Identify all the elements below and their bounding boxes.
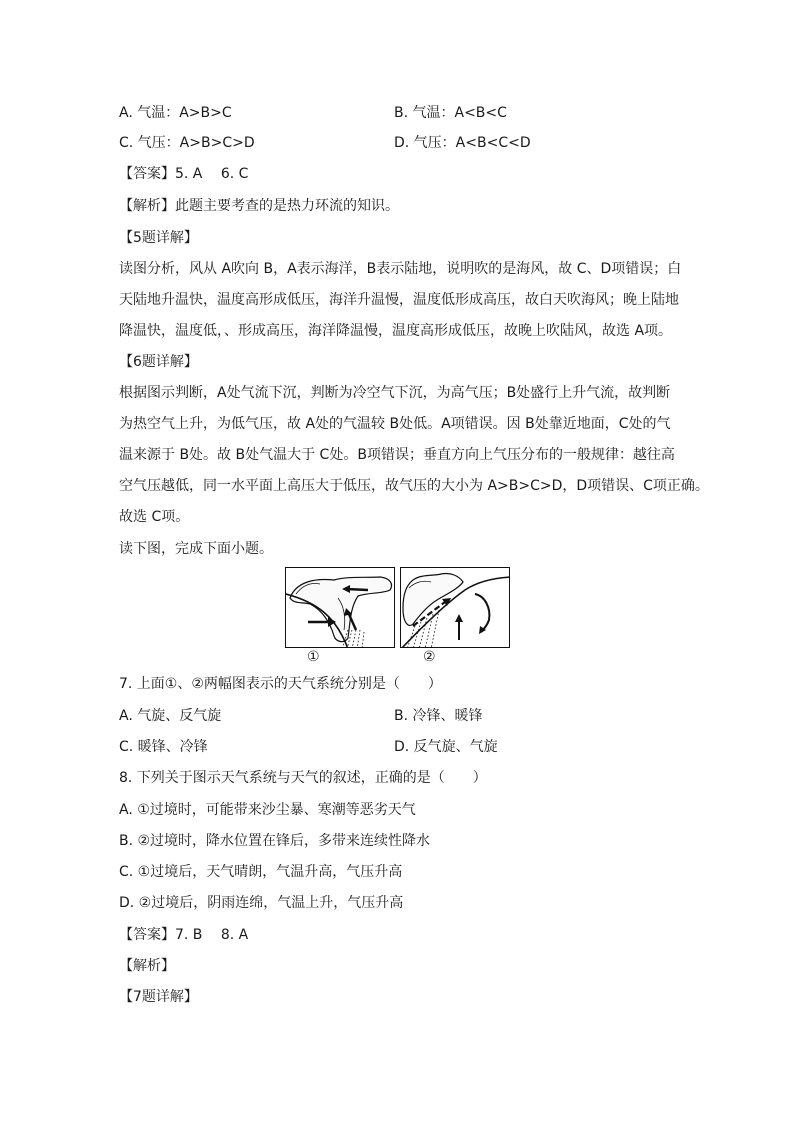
q6-option-d: D. 气压：A<B<C<D [394, 135, 531, 151]
q8-stem: 8. 下列关于图示天气系统与天气的叙述，正确的是（ ） [119, 770, 487, 786]
q6-option-c: C. 气压：A>B>C>D [119, 135, 255, 151]
answer-5-6: 【答案】5. A 6. C [119, 166, 249, 182]
q7-option-a: A. 气旋、反气旋 [119, 708, 222, 724]
cold-front-diagram [286, 568, 395, 648]
q6-detail-line: 根据图示判断，A处气流下沉，判断为冷空气下沉，为高气压；B处盛行上升气流，故判断 [119, 385, 671, 401]
q8-option-a: A. ①过境时，可能带来沙尘暴、寒潮等恶劣天气 [119, 802, 416, 818]
figure-intro: 读下图，完成下面小题。 [119, 541, 273, 557]
figure-label-2: ② [423, 649, 436, 665]
q6-detail-line: 故选 C项。 [119, 509, 190, 525]
q6-option-b: B. 气温：A<B<C [394, 105, 507, 121]
analysis-7-8: 【解析】 [119, 958, 175, 974]
q5-detail-header: 【5题详解】 [119, 230, 198, 246]
q8-option-c: C. ①过境后，天气晴朗，气温升高，气压升高 [119, 864, 403, 880]
q6-detail-header: 【6题详解】 [119, 354, 198, 370]
figure-label-1: ① [307, 649, 320, 665]
q6-detail-line: 温来源于 B处。故 B处气温大于 C处。B项错误；垂直方向上气压分布的一般规律：越往高 [119, 447, 675, 463]
q7-option-d: D. 反气旋、气旋 [394, 739, 498, 755]
q8-option-d: D. ②过境后，阴雨连绵，气温上升，气压升高 [119, 895, 404, 911]
q6-detail-line: 空气压越低，同一水平面上高压大于低压，故气压的大小为 A>B>C>D，D项错误、C项正确。 [119, 478, 709, 494]
q5-detail-line: 读图分析，风从 A吹向 B，A表示海洋，B表示陆地，说明吹的是海风，故 C、D项错误；白 [119, 261, 682, 277]
q7-stem: 7. 上面①、②两幅图表示的天气系统分别是（ ） [119, 676, 442, 692]
q6-detail-line: 为热空气上升，为低气压，故 A处的气温较 B处低。A项错误。因 B处靠近地面，C处的气 [119, 416, 671, 432]
warm-front-panel [400, 567, 510, 648]
q7-option-b: B. 冷锋、暖锋 [394, 708, 483, 724]
q7-detail-header: 【7题详解】 [119, 989, 198, 1005]
q6-option-a: A. 气温：A>B>C [119, 105, 232, 121]
weather-front-figure [285, 567, 511, 667]
q7-option-c: C. 暖锋、冷锋 [119, 739, 208, 755]
warm-front-diagram [401, 568, 510, 648]
answer-7-8: 【答案】7. B 8. A [119, 927, 249, 943]
cold-front-panel [285, 567, 395, 648]
q8-option-b: B. ②过境时，降水位置在锋后，多带来连续性降水 [119, 833, 431, 849]
analysis-5-6: 【解析】此题主要考查的是热力环流的知识。 [119, 198, 399, 214]
q5-detail-line: 天陆地升温快，温度高形成低压，海洋升温慢，温度低形成高压，故白天吹海风；晚上陆地 [119, 292, 679, 308]
q5-detail-line: 降温快，温度低，、形成高压，海洋降温慢，温度高形成低压，故晚上吹陆风，故选 A项。 [119, 323, 673, 339]
